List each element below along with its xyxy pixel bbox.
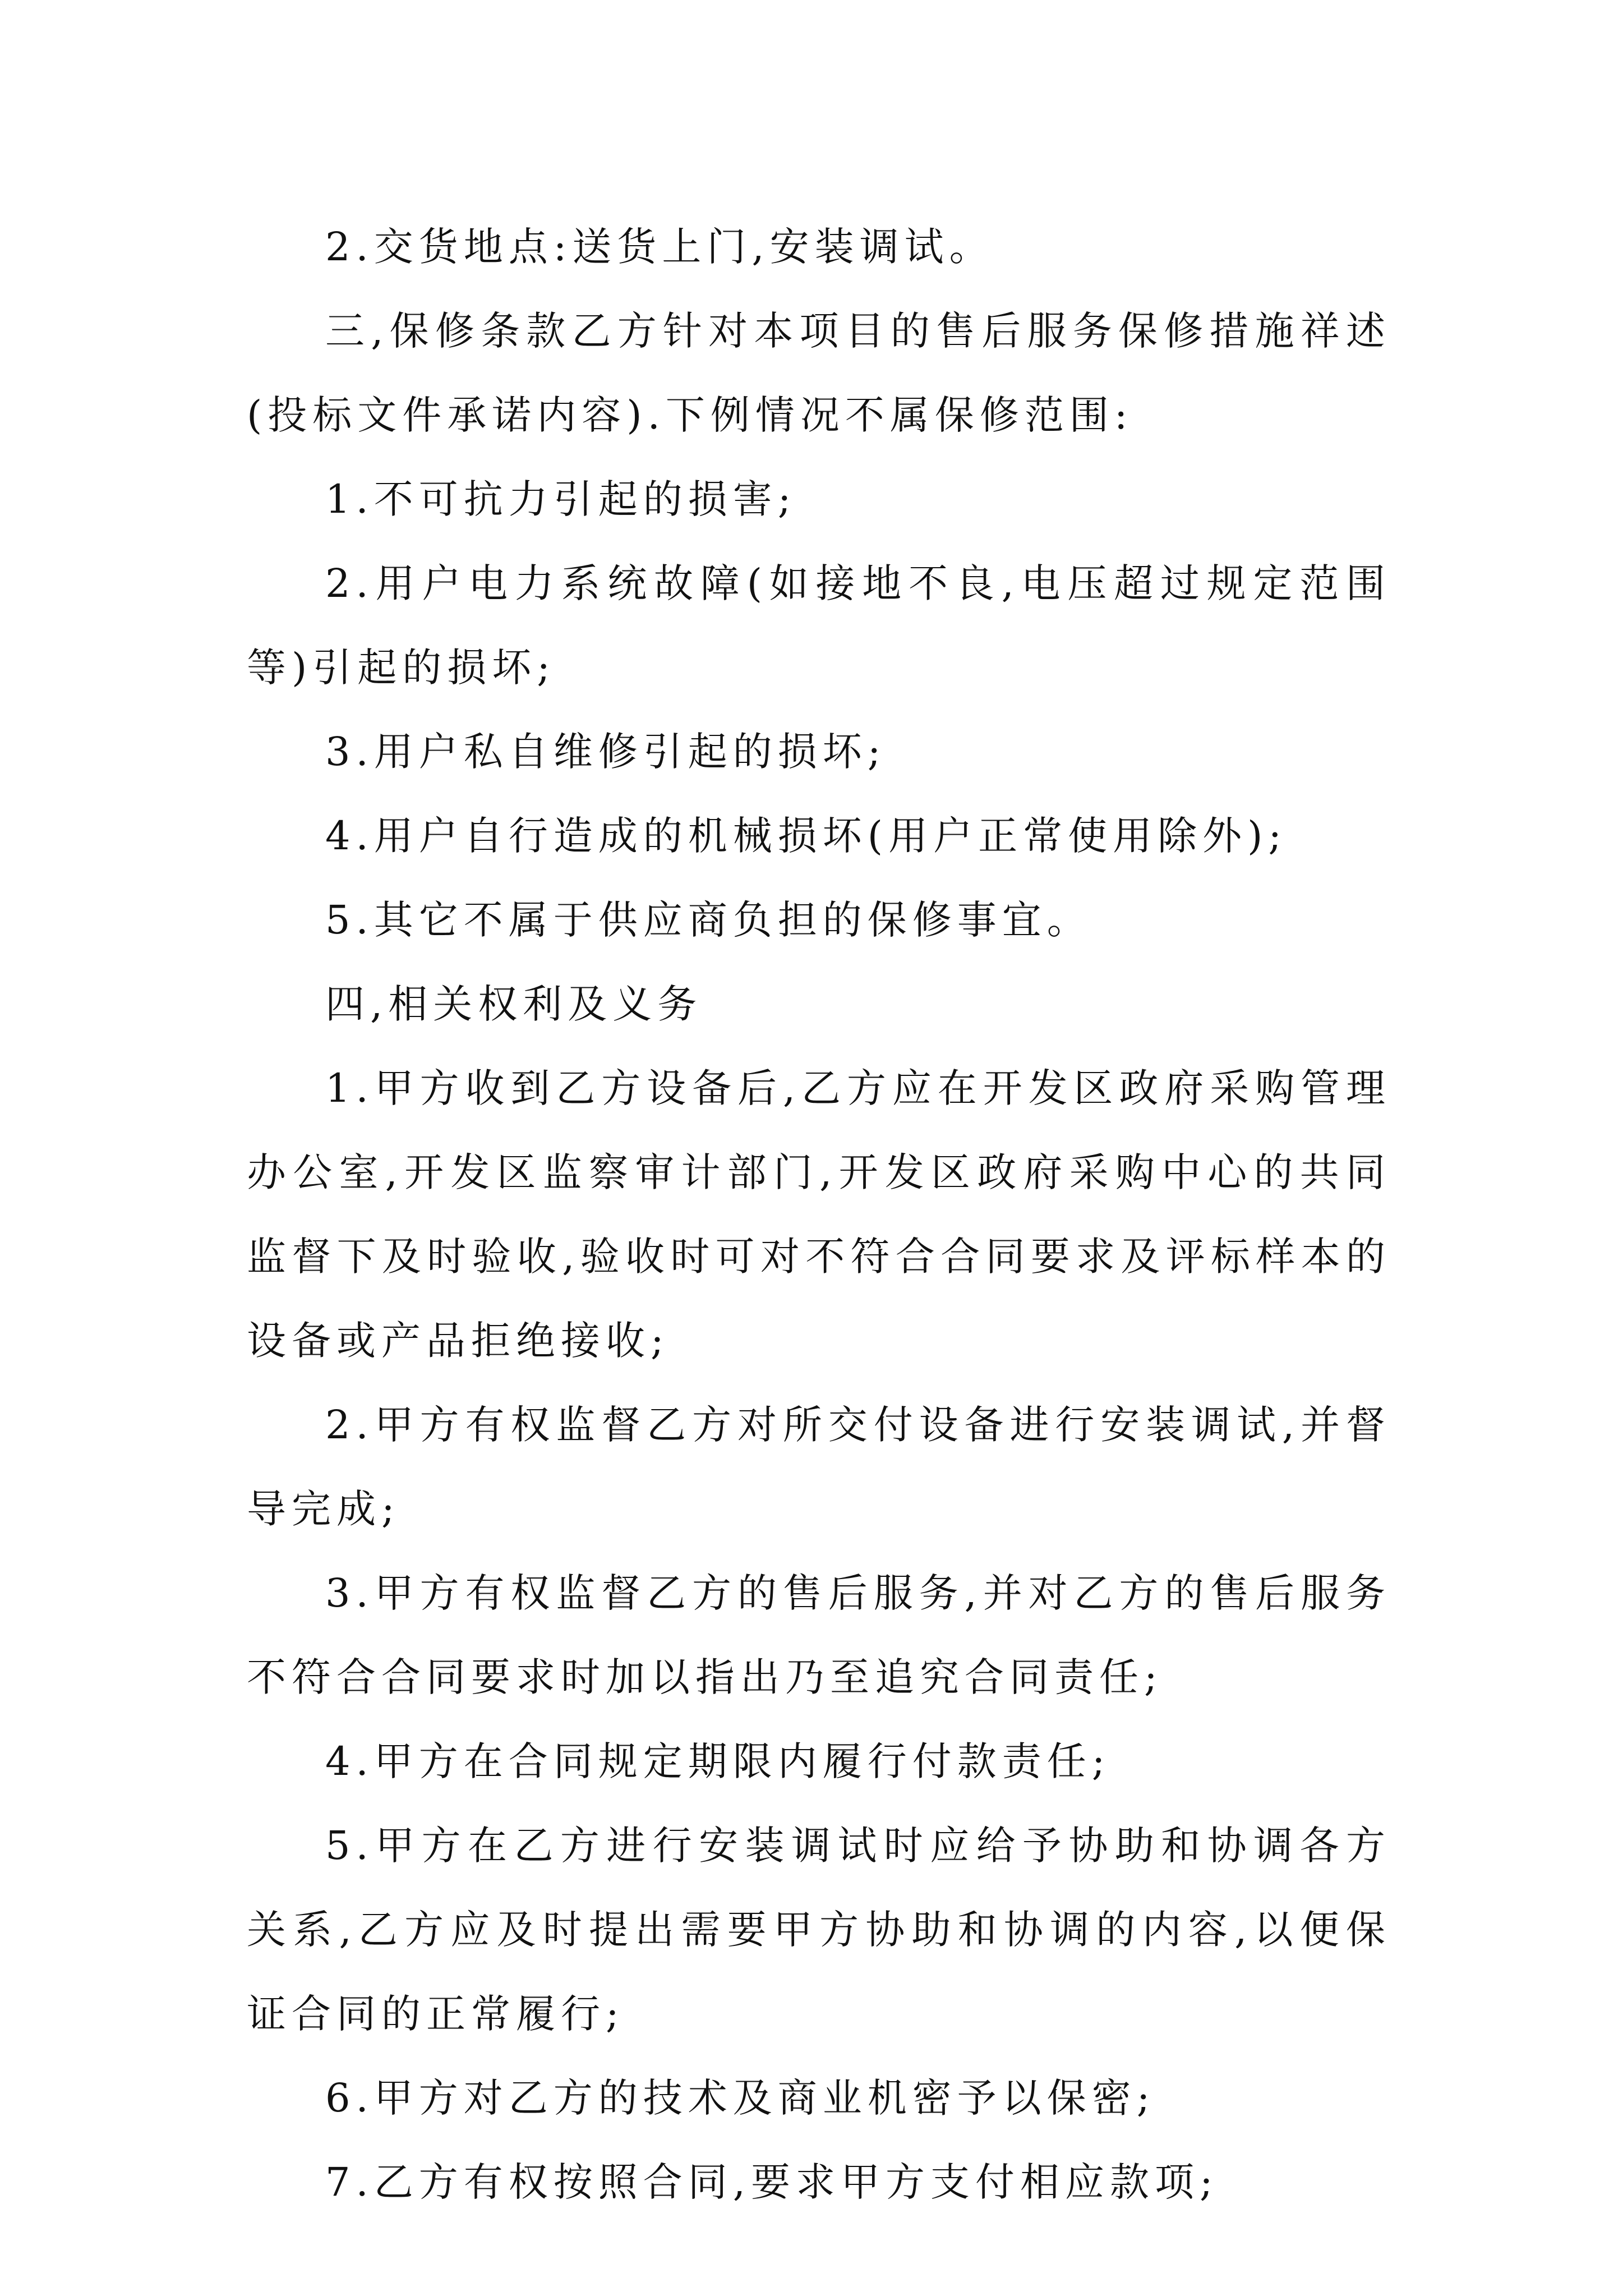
paragraph-right-6: 6.甲方对乙方的技术及商业机密予以保密; (325, 2075, 1156, 2121)
paragraph-right-4: 4.甲方在合同规定期限内履行付款责任; (325, 1738, 1111, 1784)
paragraph-warranty-heading: 三,保修条款乙方针对本项目的售后服务保修措施祥述(投标文件承诺内容).下例情况不属保修范围: (247, 308, 1391, 438)
paragraph-delivery-location: 2.交货地点:送货上门,安装调试。 (325, 224, 994, 270)
paragraph-right-7: 7.乙方有权按照合同,要求甲方支付相应款项; (325, 2159, 1219, 2205)
paragraph-exclusion-2: 2.用户电力系统故障(如接地不良,电压超过规定范围等)引起的损坏; (247, 560, 1391, 691)
paragraph-exclusion-4: 4.用户自行造成的机械损坏(用户正常使用除外); (325, 813, 1287, 859)
paragraph-rights-heading: 四,相关权利及义务 (325, 981, 703, 1027)
paragraph-exclusion-1: 1.不可抗力引起的损害; (325, 476, 797, 522)
paragraph-exclusion-3: 3.用户私自维修引起的损坏; (325, 729, 887, 775)
paragraph-right-1: 1.甲方收到乙方设备后,乙方应在开发区政府采购管理办公室,开发区监察审计部门,开发区政府采购中心的共同监督下及时验收,验收时可对不符合合同要求及评标样本的设备或产品拒绝接收; (247, 1065, 1391, 1364)
document-body (247, 205, 1391, 2224)
paragraph-right-2: 2.甲方有权监督乙方对所交付设备进行安装调试,并督导完成; (247, 1402, 1391, 1532)
paragraph-exclusion-5: 5.其它不属于供应商负担的保修事宜。 (325, 897, 1092, 943)
paragraph-right-3: 3.甲方有权监督乙方的售后服务,并对乙方的售后服务不符合合同要求时加以指出乃至追究合同责任; (247, 1570, 1391, 1700)
paragraph-right-5: 5.甲方在乙方进行安装调试时应给予协助和协调各方关系,乙方应及时提出需要甲方协助和协调的内容,以便保证合同的正常履行; (247, 1823, 1391, 2037)
